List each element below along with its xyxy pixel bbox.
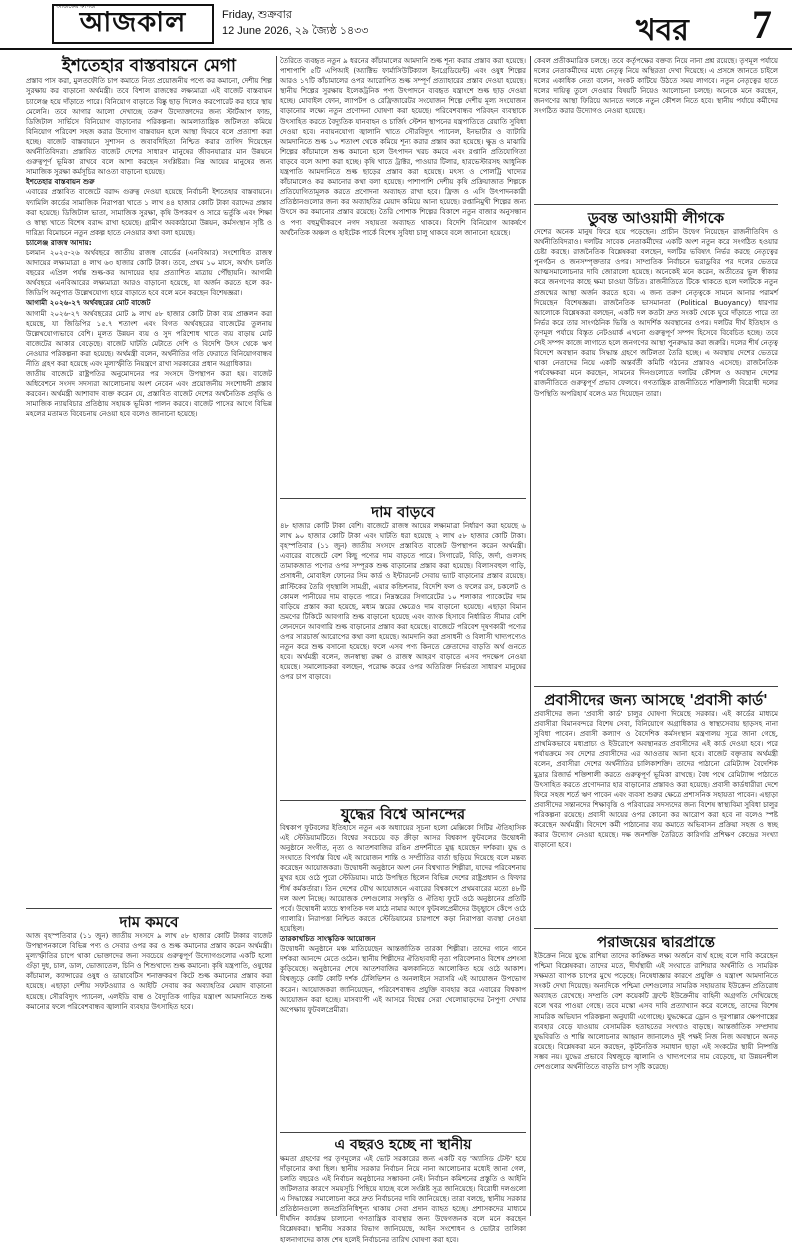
column-3 — [534, 56, 778, 1216]
article-local-election — [280, 1132, 526, 1244]
body-paragraph: ক্ষমতা গ্রহণের পর তৃণমূলের এই ভোট সরকারের জন্য একটি বড় 'অ্যাসিড টেস্ট' হয়ে দাঁড়ানোর কথা ছিল। স্থানীয় সরকার নির্বাচন নিয়ে নানা আলোচনার মধ্যেই জানা গেল, চলতি বছরেও এই নির্বাচন অনুষ্ঠানের সম্ভাবনা নেই। নির্বাচন কমিশনের প্রস্তুতি ও আইনি জটিলতার কারণে সময়সূচি পিছিয়ে যাচ্ছে বলে সংশ্লিষ্ট সূত্র জানিয়েছে। বিরোধী দলগুলো এ সিদ্ধান্তের সমালোচনা করে দ্রুত নির্বাচনের দাবি জানিয়েছে। তারা বলছে, স্থানীয় সরকার প্রতিষ্ঠানগুলো জনপ্রতিনিধিশূন্য থাকায় সেবা প্রদান ব্যাহত হচ্ছে। প্রশাসকদের মাধ্যমে দীর্ঘদিন কার্যক্রম চালানো গণতান্ত্রিক ব্যবস্থার জন্য উদ্বেগজনক বলে মনে করছেন বিশ্লেষকরা। স্থানীয় সরকার বিভাগ জানিয়েছে, আইন সংশোধন ও ভোটার তালিকা হালনাগাদের কাজ শেষ হলেই নির্বাচনের তারিখ ঘোষণা করা হবে। — [280, 1154, 526, 1244]
body-paragraph: বিশ্বকাপ ফুটবলের ইতিহাসে নতুন এক অধ্যায়ের সূচনা হলো মেক্সিকো সিটির ঐতিহাসিক এই স্টেডিয়ামটিতে। বিশ্বের সবচেয়ে বড় ক্রীড়া আসর বিশ্বকাপ ফুটবলের উদ্বোধনী অনুষ্ঠানে সংগীত, নৃত্য ও আতশবাজির রঙিন প্রদর্শনীতে মুগ্ধ হয়েছেন দর্শকরা। যুদ্ধ ও সংঘাতে বিপর্যস্ত বিশ্বে এই আয়োজন শান্তি ও সম্প্রীতির বার্তা ছড়িয়ে দিয়েছে বলে মন্তব্য করেছেন আয়োজকরা। উদ্বোধনী অনুষ্ঠানে অংশ নেন বিশ্বখ্যাত শিল্পীরা, যাদের পরিবেশনায় মুখর হয়ে ওঠে পুরো স্টেডিয়াম। মাঠে উপস্থিত ছিলেন বিভিন্ন দেশের রাষ্ট্রপ্রধান ও ফিফার শীর্ষ কর্মকর্তারা। তিন দেশের যৌথ আয়োজনে এবারের বিশ্বকাপে প্রথমবারের মতো ৪৮টি দল অংশ নিচ্ছে। আয়োজক দেশগুলোর সংস্কৃতি ও ঐতিহ্য ফুটে ওঠে অনুষ্ঠানের প্রতিটি পর্বে। উদ্বোধনী ম্যাচে স্বাগতিক দল মাঠে নামার আগে ফুটবলপ্রেমীদের উচ্ছ্বাসে কেঁপে ওঠে গ্যালারি। নিরাপত্তা নিশ্চিত করতে স্টেডিয়ামের চারপাশে কড়া নিরাপত্তা ব্যবস্থা নেওয়া হয়েছিল। — [280, 824, 526, 933]
body-paragraph: এবারের প্রস্তাবিত বাজেটে বরাদ্দ গুরুত্ব দেওয়া হয়েছে নির্বাচনী ইশতেহার বাস্তবায়নে। ফ্যামিলি কার্ডের সামাজিক নিরাপত্তা খাতে ১ লাখ ৪৪ হাজার কোটি টাকা বরাদ্দের প্রস্তাব করা হয়েছে। ডিজিটাল ভাতা, সামাজিক সুরক্ষা, কৃষি উপকরণ ও সারে ভর্তুকি এবং শিক্ষা ও স্বাস্থ্য খাতে বিশেষ বরাদ্দ রাখা হয়েছে। গ্রামীণ অবকাঠামো উন্নয়ন, কর্মসংস্থান সৃষ্টি ও দারিদ্র্য বিমোচনে নতুন প্রকল্প হাতে নেওয়ার কথা বলা হয়েছে। — [26, 188, 272, 237]
page-number: 7 — [752, 2, 772, 47]
subheading: ইশতেহার বাস্তবায়ন শুরু — [26, 177, 95, 187]
body-paragraph: দেশের অনেক মানুষ ফিরে হয়ে পড়েছেন। প্রাচীন উদ্বেগ নিয়েছেন রাজনীতিবিদ ও অর্থনীতিবিদরাও। দলটির সাবেক নেতাকর্মীদের একটি অংশ নতুন করে সংগঠিত হওয়ার চেষ্টা করছে। রাজনৈতিক বিশ্লেষকরা বলছেন, দলটির ভবিষ্যৎ নির্ভর করছে নেতৃত্বের পুনর্গঠন ও জনসম্পৃক্ততার ওপর। সাম্প্রতিক নির্বাচনে ভরাডুবির পর দলের ভেতরে আত্মসমালোচনার দাবি জোরালো হয়েছে। অনেকেই মনে করেন, অতীতের ভুল স্বীকার করে জনগণের কাছে ক্ষমা চাওয়া উচিত। রাজনীতিতে টিকে থাকতে হলে দলটিকে নতুন প্রজন্মের আস্থা অর্জন করতে হবে। এ জন্য তরুণ নেতৃত্বকে সামনে আনার পরামর্শ দিয়েছেন বিশেষজ্ঞরা। রাজনৈতিক ভাসমানতা (Political Buoyancy) ধারণার আলোকে বিশ্লেষকরা বলছেন, একটি দল কতটা দ্রুত সংকট থেকে ঘুরে দাঁড়াতে পারে তা নির্ভর করে তার সাংগঠনিক ভিত্তি ও আদর্শিক অবস্থানের ওপর। দলটির দীর্ঘ ইতিহাস ও তৃণমূল পর্যায়ে বিস্তৃত নেটওয়ার্ক এখনো গুরুত্বপূর্ণ সম্পদ হিসেবে বিবেচিত হচ্ছে। তবে সেই সম্পদ কাজে লাগাতে হলে জনগণের আস্থা পুনরুদ্ধার করা জরুরি। দলের শীর্ষ নেতৃত্ব বিদেশে অবস্থান করায় সিদ্ধান্ত গ্রহণে জটিলতা তৈরি হচ্ছে। এ অবস্থায় দেশের ভেতরে থাকা নেতাদের নিয়ে একটি অন্তর্বর্তী কমিটি গঠনের প্রস্তাবও এসেছে। রাজনৈতিক পর্যবেক্ষকরা মনে করছেন, সামনের দিনগুলোতে দলটির কৌশল ও অবস্থান দেশের রাজনীতিতে গুরুত্বপূর্ণ প্রভাব ফেলবে। গণতান্ত্রিক রাজনীতিতে শক্তিশালী বিরোধী দলের উপস্থিতি অপরিহার্য বলেও মত দিয়েছেন তারা। — [534, 228, 778, 398]
article-pricier — [280, 498, 526, 798]
headline-defeat: পরাজয়ের দ্বারপ্রান্তে — [597, 933, 715, 951]
headline-cheaper: দাম কমবে — [119, 913, 179, 931]
logo-text: আজকাল — [79, 6, 187, 38]
body-paragraph: চলমান ২০২৫-২৬ অর্থবছরে জাতীয় রাজস্ব বোর্ডের (এনবিআর) সংশোধিত রাজস্ব আদায়ের লক্ষ্যমাত্রা ৪ লাখ ৬৩ হাজার কোটি টাকা। তবে, প্রথম ১০ মাসে, অর্থাৎ চলতি বছরের এপ্রিল পর্যন্ত শুল্ক-কর আদায়ের হার প্রত্যাশিত মাত্রায় পৌঁছায়নি। আগামী অর্থবছরে এনবিআরের লক্ষ্যমাত্রা আরও বাড়ানো হয়েছে, যা অর্জন করতে হলে কর-জিডিপি অনুপাত উল্লেখযোগ্য হারে বাড়াতে হবে বলে মনে করছেন বিশেষজ্ঞরা। — [26, 248, 272, 298]
column-1 — [26, 56, 272, 1216]
brand-tagline: আজকের কাগজ — [56, 3, 96, 10]
body-paragraph: তৈরিতে ব্যবহৃত নতুন ৯ ধরনের কাঁচামালের আমদানি শুল্ক শূন্য করার প্রস্তাব করা হয়েছে। পাশাপাশি ৫টি এপিআই (অ্যাক্টিভ ফার্মাসিউটিক্যাল ইনগ্রেডিয়েন্ট) এবং ওষুধ শিল্পের আরও ১৭টি কাঁচামালের ওপর আরোপিত শুল্ক সম্পূর্ণ প্রত্যাহারের প্রস্তাব দেওয়া হয়েছে। স্থানীয় শিল্পের সুরক্ষায় ইলেকট্রনিক পণ্য উৎপাদনে ব্যবহৃত যন্ত্রাংশে শুল্ক ছাড় দেওয়া হচ্ছে। মোবাইল ফোন, ল্যাপটপ ও রেফ্রিজারেটর সংযোজন শিল্পে দেশীয় মূল্য সংযোজন বাড়ানোর লক্ষ্যে নতুন প্রণোদনা ঘোষণা করা হয়েছে। পরিবেশবান্ধব পরিবহন ব্যবস্থাকে উৎসাহিত করতে বৈদ্যুতিক যানবাহন ও চার্জিং স্টেশন স্থাপনের যন্ত্রপাতিতে রেয়াতি সুবিধা দেওয়া হবে। নবায়নযোগ্য জ্বালানি খাতে সৌরবিদ্যুৎ প্যানেল, ইনভার্টার ও ব্যাটারি আমদানিতে শুল্ক ১০ শতাংশ থেকে কমিয়ে শূন্য করার প্রস্তাব করা হয়েছে। ক্ষুদ্র ও মাঝারি শিল্পের কাঁচামালে শুল্ক কমানো হলে উৎপাদন খরচ কমবে এবং রপ্তানি প্রতিযোগিতা বাড়বে বলে আশা করা হচ্ছে। কৃষি খাতে ট্রাক্টর, পাওয়ার টিলার, হারভেস্টারসহ আধুনিক যন্ত্রপাতি আমদানিতে শুল্ক ছাড়ের প্রস্তাব করা হয়েছে। মৎস্য ও পোলট্রি খাদ্যের কাঁচামালেও কর কমানোর কথা বলা হয়েছে। পাশাপাশি দেশীয় কৃষি প্রক্রিয়াজাত শিল্পকে প্রতিযোগিতামূলক করতে প্রণোদনা অব্যাহত রাখা হবে। ফ্রিজ ও এসি উৎপাদনকারী প্রতিষ্ঠানগুলোর জন্য কর অব্যাহতির মেয়াদ কমিয়ে আনা হয়েছে। রপ্তানিমুখী শিল্পের জন্য উৎসে কর কমানোর প্রস্তাব রয়েছে। তৈরি পোশাক শিল্পের বিকাশে নতুন বাজার অনুসন্ধান ও পণ্য বহুমুখীকরণে নগদ সহায়তা অব্যাহত থাকবে। বিদেশি বিনিয়োগ আকর্ষণে অর্থনৈতিক অঞ্চল ও হাইটেক পার্কে বিশেষ সুবিধা চালু থাকবে বলে জানানো হয়েছে। — [280, 57, 526, 237]
article-budget — [26, 56, 272, 906]
article-expat-card — [534, 686, 778, 926]
article-cheaper — [26, 908, 272, 1216]
article-awami — [534, 204, 778, 684]
headline-local-election: এ বছরও হচ্ছে না স্থানীয় — [334, 1137, 472, 1153]
body-paragraph: প্রস্তাব পাস করা, মুলতফৌতি চাপ কমাতে নিত্য প্রয়োজনীয় পণ্যে কর কমানো, দেশীয় শিল্প সুরক্ষায় কর বাড়ানো অর্থমন্ত্রী। তবে বিশাল রাজস্বের লক্ষ্যমাত্রা এই বাজেট বাস্তবায়ন চ্যালেঞ্জ হয়ে দাঁড়াতে পারে। বিনিয়োগ বাড়াতে বিষ্কু ছাড় দিলেও করপোরেট কর হারে স্থায় মেলেনি। তবে আগার আলো দেখাচ্ছে তরুণ উদ্যোক্তাদের জন্য স্টার্টআপ ফান্ড, ডিজিটাল সার্ভিসে বিনিয়োগ বাড়ানোর পরিকল্পনা। আমলাতান্ত্রিক জটিলতা কমিয়ে বিনিয়োগ পরিবেশ সহজ করার উদ্যোগ বাস্তবায়ন হলে আস্থা ফিরবে বলে প্রত্যাশা করা হচ্ছে। বাজেট বাস্তবায়নে সুশাসন ও জবাবদিহিতা নিশ্চিত করার তাগিদ দিয়েছেন অর্থনীতিবিদরা। প্রস্তাবিত বাজেট দেশের সাধারণ মানুষের জীবনযাত্রার মান উন্নয়নে গুরুত্বপূর্ণ ভূমিকা রাখবে বলে আশা করছেন সংশ্লিষ্টরা। নিম্ন আয়ের মানুষের জন্য সামাজিক সুরক্ষা কর্মসূচির আওতা বাড়ানো হয়েছে। — [26, 77, 272, 177]
body-paragraph: আজ বৃহস্পতিবার (১১ জুন) জাতীয় সংসদে ৯ লাখ ৫৮ হাজার কোটি টাকার বাজেট উপস্থাপনকালে বিভিন্ন পণ্য ও সেবার ওপর কর ও শুল্ক কমানোর প্রস্তাব করেন অর্থমন্ত্রী। মূল্যস্ফীতির চাপে থাকা ভোক্তাদের জন্য সবচেয়ে গুরুত্বপূর্ণ উদ্যোগগুলোর একটি হলো গুঁড়া দুধ, চাল, ডাল, ভোজ্যতেল, চিনি ও শিশুখাদ্যে শুল্ক কমানো। কৃষি যন্ত্রপাতি, ওষুধের কাঁচামাল, ক্যান্সারের ওষুধ ও ডায়াবেটিস শনাক্তকরণ কিটে শুল্ক কমানোর প্রস্তাব করা হয়েছে। এছাড়া দেশীয় সফটওয়্যার ও আইটি সেবায় কর অব্যাহতির মেয়াদ বাড়ানো হয়েছে। সৌরবিদ্যুৎ প্যানেল, এলইডি বাল্ব ও বৈদ্যুতিক গাড়ির যন্ত্রাংশ আমদানিতে শুল্ক কমানোর ফলে পরিবেশবান্ধব জ্বালানি ব্যবহার উৎসাহিত হবে। — [26, 932, 272, 1011]
body-paragraph: উদ্বোধনী অনুষ্ঠানে মঞ্চ মাতিয়েছেন আন্তর্জাতিক তারকা শিল্পীরা। তাদের গানে গানে দর্শকরা আনন্দে মেতে ওঠেন। স্থানীয় শিল্পীদের ঐতিহ্যবাহী নৃত্য পরিবেশনাও বিশেষ প্রশংসা কুড়িয়েছে। অনুষ্ঠানের শেষে আতশবাজির ঝলকানিতে আলোকিত হয়ে ওঠে আকাশ। বিশ্বজুড়ে কোটি কোটি দর্শক টেলিভিশন ও অনলাইনে সরাসরি এই আয়োজন উপভোগ করেন। আয়োজকরা জানিয়েছেন, পরিবেশবান্ধব প্রযুক্তি ব্যবহার করে এবারের বিশ্বকাপ আয়োজন করা হচ্ছে। মাসব্যাপী এই আসরে বিশ্বের সেরা খেলোয়াড়দের নৈপুণ্য দেখার অপেক্ষায় ফুটবলপ্রেমীরা। — [280, 945, 526, 1014]
body-paragraph: প্রবাসীদের জন্য 'প্রবাসী কার্ড' চালুর ঘোষণা দিয়েছে সরকার। এই কার্ডের মাধ্যমে প্রবাসীরা বিমানবন্দরে বিশেষ সেবা, বিনিয়োগে অগ্রাধিকার ও স্বাস্থ্যসেবায় ছাড়সহ নানা সুবিধা পাবেন। প্রবাসী কল্যাণ ও বৈদেশিক কর্মসংস্থান মন্ত্রণালয় সূত্রে জানা গেছে, প্রাথমিকভাবে মধ্যপ্রাচ্য ও ইউরোপে অবস্থানরত প্রবাসীদের এই কার্ড দেওয়া হবে। পরে পর্যায়ক্রমে সব দেশের প্রবাসীদের এর আওতায় আনা হবে। বাজেট বক্তৃতায় অর্থমন্ত্রী বলেন, প্রবাসীরা দেশের অর্থনীতির চালিকাশক্তি। তাদের পাঠানো রেমিট্যান্স বৈদেশিক মুদ্রার রিজার্ভ শক্তিশালী করতে গুরুত্বপূর্ণ ভূমিকা রাখছে। বৈধ পথে রেমিট্যান্স পাঠাতে উৎসাহিত করতে প্রণোদনার হার বাড়ানোর প্রস্তাবও করা হয়েছে। প্রবাসী কার্ডধারীরা দেশে ফিরে সহজ শর্তে ঋণ পাবেন এবং ব্যবসা শুরুর ক্ষেত্রে প্রশাসনিক সহায়তা পাবেন। এছাড়া প্রবাসীদের সন্তানদের শিক্ষাবৃত্তি ও পরিবারের সদস্যদের জন্য বিশেষ স্বাস্থ্যবিমা সুবিধা চালুর পরিকল্পনা রয়েছে। প্রবাসী আয়ের ওপর কোনো কর আরোপ করা হবে না বলেও স্পষ্ট করেছেন অর্থমন্ত্রী। বিদেশে কর্মী পাঠানোর ব্যয় কমাতে অভিবাসন প্রক্রিয়া সহজ ও স্বচ্ছ করার উদ্যোগ নেওয়া হয়েছে। দক্ষ জনশক্তি তৈরিতে কারিগরি প্রশিক্ষণ কেন্দ্রের সংখ্যা বাড়ানো হবে। — [534, 710, 778, 850]
column-divider — [530, 56, 531, 1216]
headline-pricier: দাম বাড়বে — [371, 503, 435, 521]
issue-day: Friday, শুক্রবার — [222, 9, 292, 21]
subheading: আগামী ২০২৬-২৭ অর্থবছরের মোট বাজেট — [26, 298, 151, 308]
body-paragraph: ইউক্রেন নিয়ে যুদ্ধে রাশিয়া তাদের কাঙ্ক্ষিত লক্ষ্য অর্জনে ব্যর্থ হচ্ছে বলে দাবি করেছেন পশ্চিমা বিশ্লেষকরা। তাদের মতে, দীর্ঘস্থায়ী এই সংঘাতে রাশিয়ার অর্থনীতি ও সামরিক সক্ষমতা ব্যাপক চাপের মুখে পড়েছে। নিষেধাজ্ঞার কারণে প্রযুক্তি ও যন্ত্রাংশ আমদানিতে সংকট দেখা দিয়েছে। অন্যদিকে পশ্চিমা দেশগুলোর সামরিক সহায়তায় ইউক্রেন প্রতিরোধ অব্যাহত রেখেছে। সম্প্রতি বেশ কয়েকটি ফ্রন্টে ইউক্রেনীয় বাহিনী অগ্রগতি দেখিয়েছে বলে খবর পাওয়া গেছে। তবে মস্কো এসব দাবি প্রত্যাখ্যান করে বলেছে, তাদের বিশেষ সামরিক অভিযান পরিকল্পনা অনুযায়ী এগোচ্ছে। যুদ্ধক্ষেত্রে ড্রোন ও দূরপাল্লার ক্ষেপণাস্ত্রের ব্যবহার বেড়ে যাওয়ায় বেসামরিক হতাহতের সংখ্যাও বাড়ছে। আন্তর্জাতিক সম্প্রদায় যুদ্ধবিরতি ও শান্তি আলোচনার আহ্বান জানালেও দুই পক্ষই নিজ নিজ অবস্থানে অনড় রয়েছে। বিশ্লেষকরা মনে করছেন, কূটনৈতিক সমাধান ছাড়া এই সংকটের স্থায়ী নিষ্পত্তি সম্ভব নয়। যুদ্ধের প্রভাবে বিশ্বজুড়ে জ্বালানি ও খাদ্যপণ্যের দাম বেড়েছে, যা উন্নয়নশীল দেশগুলোর অর্থনীতিতে বাড়তি চাপ সৃষ্টি করেছে। — [534, 952, 778, 1072]
body-paragraph: ৪৮ হাজার কোটি টাকা বেশি। বাজেটে রাজস্ব আয়ের লক্ষ্যমাত্রা নির্ধারণ করা হয়েছে ৬ লাখ ৯০ হাজার কোটি টাকা এবং ঘাটতি ধরা হয়েছে ২ লাখ ৫৮ হাজার কোটি টাকা। বৃহস্পতিবার (১১ জুন) জাতীয় সংসদে প্রস্তাবিত বাজেট উপস্থাপন করেন অর্থমন্ত্রী। এবারের বাজেটে বেশ কিছু পণ্যের দাম বাড়তে পারে। সিগারেট, বিড়ি, জর্দা, গুলসহ তামাকজাত পণ্যের ওপর সম্পূরক শুল্ক বাড়ানোর প্রস্তাব করা হয়েছে। বিলাসবহুল গাড়ি, প্রসাধনী, মোবাইল ফোনের সিম কার্ড ও ইন্টারনেট সেবায় ভ্যাট বাড়ানোর প্রস্তাব রয়েছে। প্লাস্টিকের তৈরি গৃহস্থালি সামগ্রী, এয়ার কন্ডিশনার, বিদেশি ফল ও ফলের রস, চকলেট ও কোমল পানীয়ের দাম বাড়তে পারে। নিম্নস্তরের সিগারেটের ১০ শলাকার প্যাকেটের দাম বাড়িয়ে প্রস্তাব করা হয়েছে, মধ্যম স্তরের ক্ষেত্রেও দাম বাড়ানো হয়েছে। এছাড়া বিমান ভ্রমণের টিকিটে আবগারি শুল্ক বাড়ানো হয়েছে এবং ব্যাংক হিসাবে নির্ধারিত সীমার বেশি লেনদেনে আবগারি শুল্ক বাড়ানোর প্রস্তাব করা হয়েছে। বাজেটে পরিবেশ দূষণকারী পণ্যের ওপর সারচার্জ আরোপের কথা বলা হয়েছে। আমদানি করা প্রসাধনী ও বিলাসী খাদ্যপণ্যেও নতুন করে শুল্ক বসানো হয়েছে। ফলে এসব পণ্য কিনতে ক্রেতাদের বাড়তি অর্থ গুনতে হবে। অর্থমন্ত্রী বলেন, জনস্বাস্থ্য রক্ষা ও রাজস্ব আহরণ বাড়াতে এসব পদক্ষেপ নেওয়া হয়েছে। সমালোচকরা বলছেন, পরোক্ষ করের ওপর অতিরিক্ত নির্ভরতা সাধারণ মানুষের ওপর চাপ বাড়াবে। — [280, 522, 526, 682]
body-paragraph: আগামী ২০২৬-২৭ অর্থবছরের মোট ৯ লাখ ৫৮ হাজার কোটি টাকা ব্যয় প্রাক্কলন করা হয়েছে, যা জিডিপির ১৫.৭ শতাংশ এবং বিগত অর্থবছরের বাজেটের তুলনায় উল্লেখযোগ্যভাবে বেশি। মূলত উন্নয়ন ব্যয় ও সুদ পরিশোধ খাতে ব্যয় বাড়ায় মোট বাজেটের আকার বেড়েছে। বাজেট ঘাটতি মেটাতে দেশি ও বিদেশি উৎস থেকে ঋণ নেওয়ার পরিকল্পনা করা হয়েছে। অর্থমন্ত্রী বলেন, অর্থনীতির গতি ফেরাতে বিনিয়োগবান্ধব নীতি গ্রহণ করা হয়েছে এবং মূল্যস্ফীতি নিয়ন্ত্রণে রাখা সরকারের প্রধান অগ্রাধিকার। — [26, 309, 272, 369]
article-tax-continued — [280, 56, 526, 496]
dateline — [222, 7, 368, 39]
body-paragraph: কেবল প্রতীকমাত্রিক চলছে। তবে কর্তৃপক্ষের বক্তব্য নিয়ে নানা প্রশ্ন রয়েছে। তৃণমূল পর্যায়ে দলের নেতাকর্মীদের মধ্যে নেতৃত্ব নিয়ে অস্থিরতা দেখা দিয়েছে। এ প্রসঙ্গে জানতে চাইলে দলের একাধিক নেতা বলেন, সংকট কাটিয়ে উঠতে সময় লাগবে। নতুন নেতৃত্বের হাতে দলের দায়িত্ব তুলে দেওয়ার বিষয়টি নিয়েও আলোচনা চলছে। অনেকে মনে করছেন, জনগণের আস্থা ফিরিয়ে আনতে দলকে নতুন কৌশল নিতে হবে। স্থানীয় পর্যায়ে কর্মীদের সংগঠিত করার উদ্যোগও নেওয়া হয়েছে। — [534, 57, 778, 116]
newspaper-logo — [52, 4, 214, 44]
subheading: চ্যালেঞ্জ রাজস্ব আদায়: — [26, 237, 92, 247]
headline-budget: ইশতেহার বাস্তবায়নে মেগা — [62, 56, 236, 76]
headline-war: যুদ্ধের বিশ্বে আনন্দের — [340, 805, 466, 823]
column-divider — [276, 56, 277, 1216]
subheading: তারকাখচিত সাংস্কৃতিক আয়োজন — [280, 934, 376, 944]
body-paragraph: জাতীয় বাজেটে রাষ্ট্রপতির অনুমোদনের পর সংসদে উপস্থাপন করা হয়। বাজেট অধিবেশনে সংসদ সদস্যরা আলোচনায় অংশ নেবেন এবং প্রয়োজনীয় সংশোধনী প্রস্তাব করবেন। অর্থমন্ত্রী আশাবাদ ব্যক্ত করেন যে, প্রস্তাবিত বাজেট দেশের অর্থনৈতিক প্রবৃদ্ধি ও সামাজিক ন্যায়বিচার প্রতিষ্ঠায় সহায়ক ভূমিকা পালন করবে। বাজেট পাসের আগে বিভিন্ন মহলের মতামত বিবেচনায় নেওয়া হবে বলেও জানানো হয়েছে। — [26, 370, 272, 419]
article-war — [280, 800, 526, 1130]
headline-awami: ডুবন্ত আওয়ামী লীগকে — [587, 209, 725, 227]
column-2 — [280, 56, 526, 1244]
headline-expat-card: প্রবাসীদের জন্য আসছে 'প্রবাসী কার্ড' — [544, 691, 768, 709]
masthead — [0, 0, 792, 50]
article-defeat — [534, 928, 778, 1216]
article-awami-intro — [534, 56, 778, 201]
section-name: খবর — [636, 13, 689, 48]
issue-date: 12 June 2026, ২৯ জ্যৈষ্ঠ ১৪৩৩ — [222, 25, 369, 37]
